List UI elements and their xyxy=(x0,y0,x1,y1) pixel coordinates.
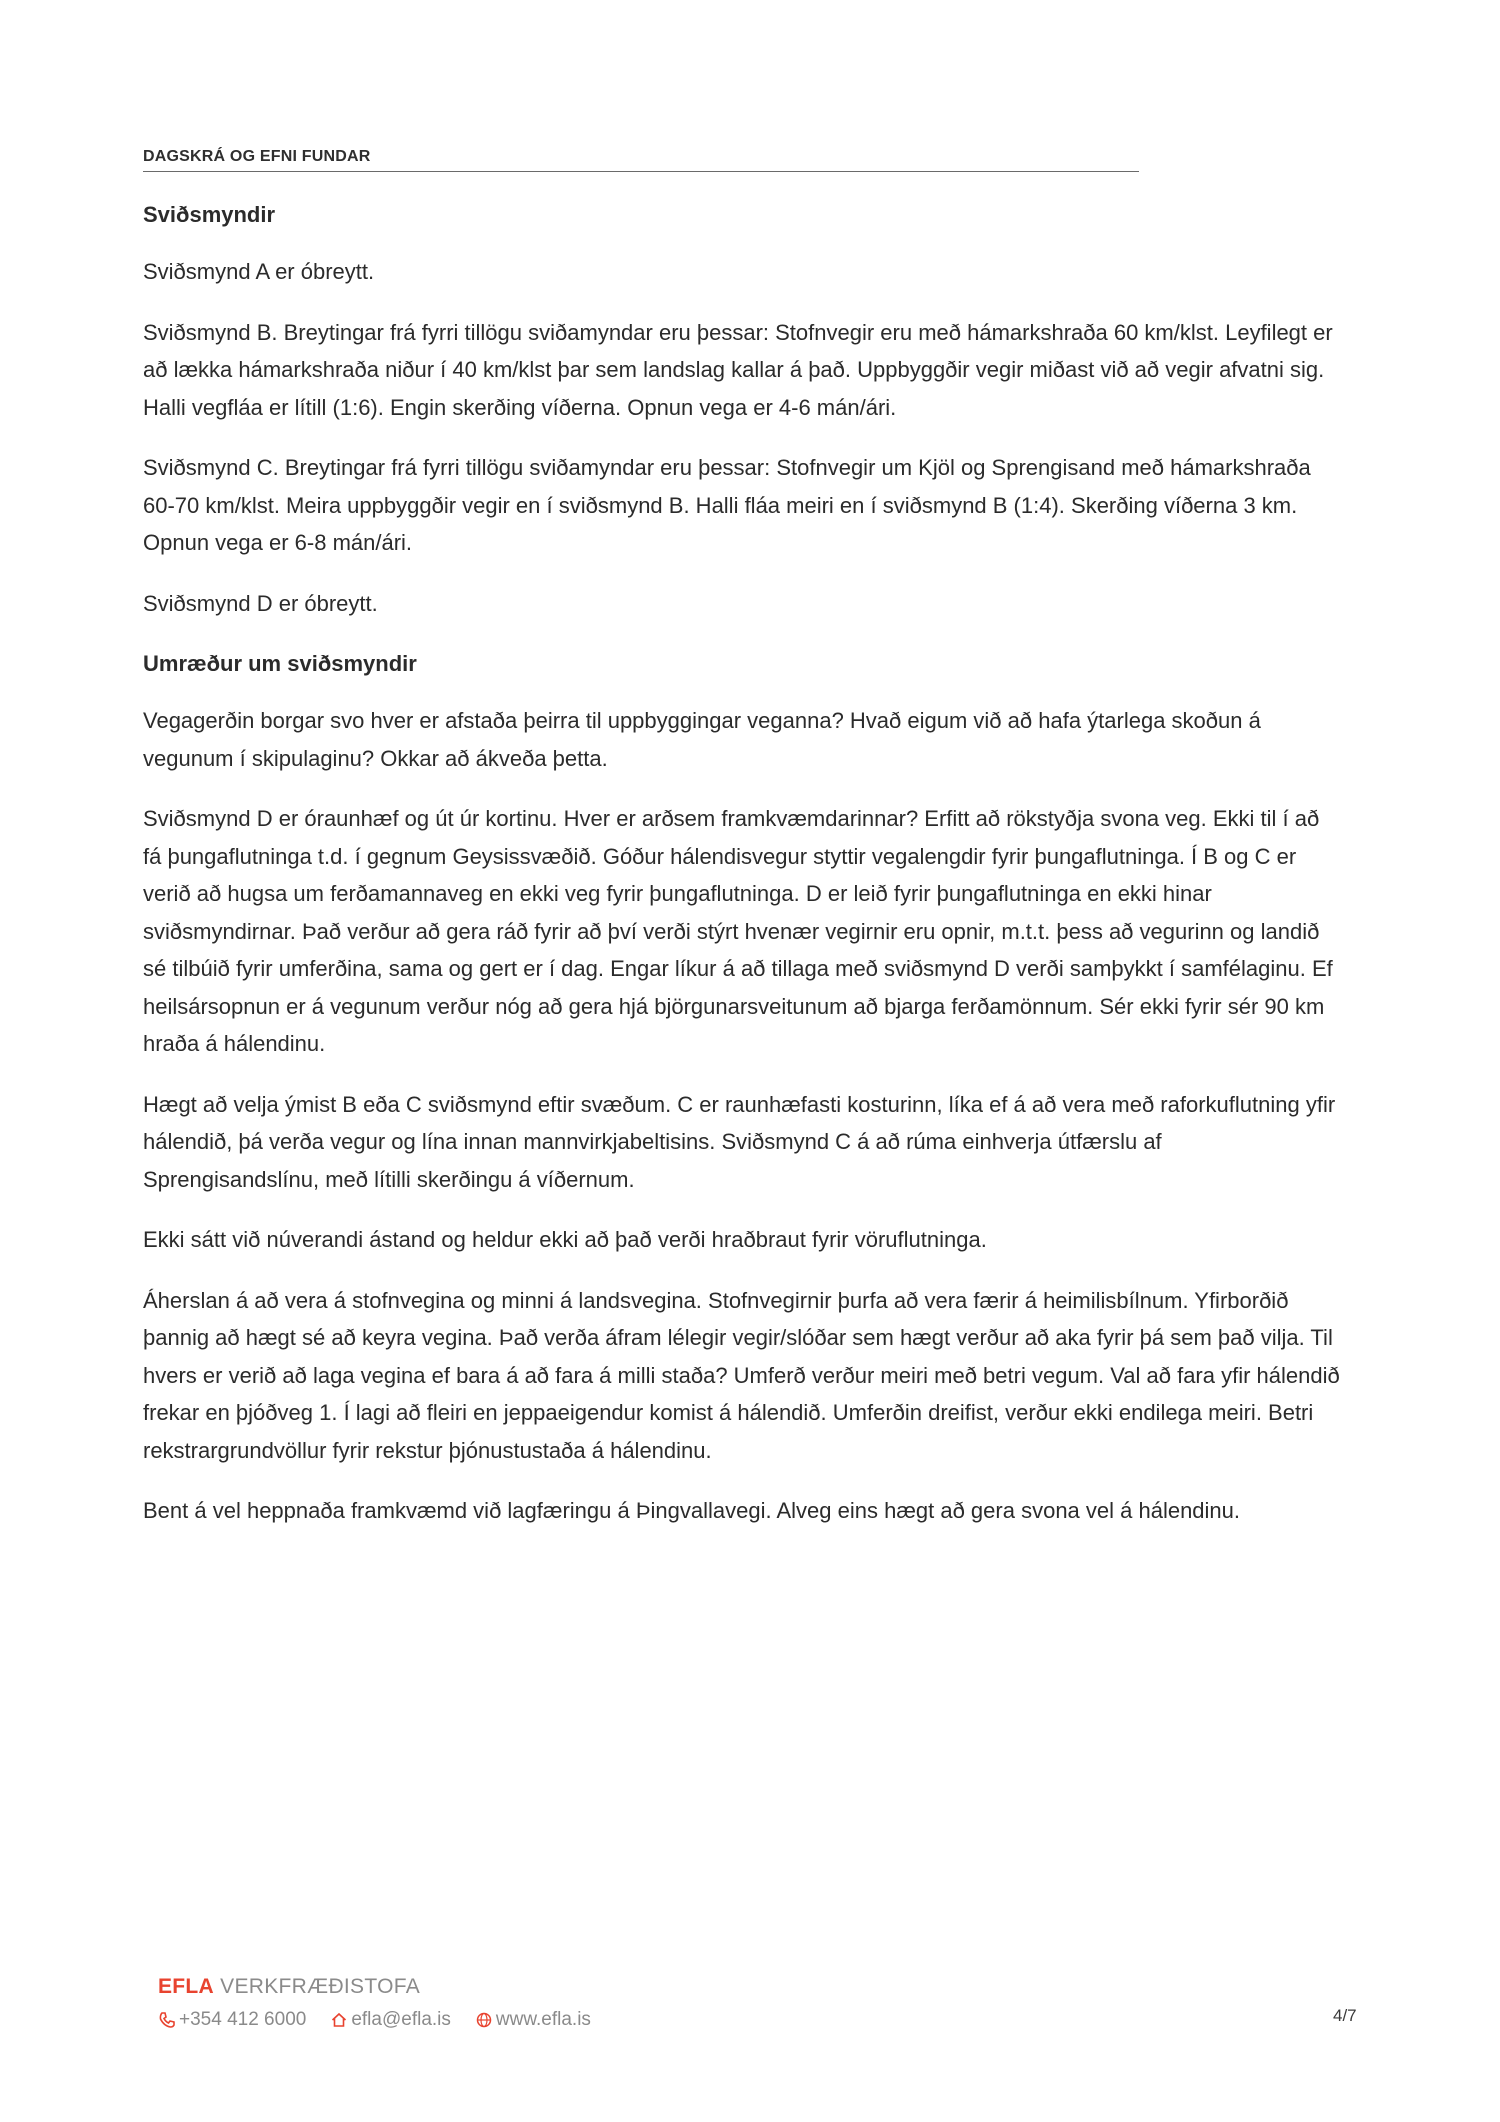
phone-icon xyxy=(158,2011,176,2029)
email-address: efla@efla.is xyxy=(351,2009,451,2030)
paragraph: Sviðsmynd D er óbreytt. xyxy=(143,590,378,616)
brand-subtitle: VERKFRÆÐISTOFA xyxy=(220,1975,421,1998)
document-header: DAGSKRÁ OG EFNI FUNDAR xyxy=(143,148,371,165)
footer-contacts xyxy=(158,2009,591,2031)
contact-email[interactable] xyxy=(330,2009,451,2031)
contact-phone[interactable] xyxy=(158,2009,306,2031)
phone-number: +354 412 6000 xyxy=(179,2009,307,2030)
paragraph: Sviðsmynd B. Breytingar frá fyrri tillögu sviðamyndar eru þessar: Stofnvegir eru með hámarkshraða 60 km/klst. Leyfilegt er að lækka hámarkshraða niður í 40 km/klst þar sem landslag kallar á það. Uppbyggðir vegir miðast við að vegir afvatni sig. Halli vegfláa er lítill (1:6). Engin skerðing víðerna. Opnun vega er 4-6 mán/ári. xyxy=(143,319,1333,420)
header-divider xyxy=(143,171,1139,172)
globe-icon xyxy=(475,2011,493,2029)
section-heading-discussion: Umræður um sviðsmyndir xyxy=(143,651,417,676)
paragraph: Sviðsmynd D er óraunhæf og út úr kortinu. Hver er arðsem framkvæmdarinnar? Erfitt að rökstyðja svona veg. Ekki til í að fá þungaflutninga t.d. í gegnum Geysissvæðið. Góður hálendisvegur styttir vegalengdir fyrir þungaflutninga. Í B og C er verið að hugsa um ferðamannaveg en ekki veg fyrir þungaflutninga. D er leið fyrir þungaflutninga en ekki hinar sviðsmyndirnar. Það verður að gera ráð fyrir að því verði stýrt hvenær vegirnir eru opnir, m.t.t. þess að vegurinn og landið sé tilbúið fyrir umferðina, sama og gert er í dag. Engar líkur á að tillaga með sviðsmynd D verði samþykkt í samfélaginu. Ef heilsársopnun er á vegunum verður nóg að gera hjá björgunarsveitunum að bjarga ferðamönnum. Sér ekki fyrir sér 90 km hraða á hálendinu. xyxy=(143,806,1333,1056)
section-heading-scenarios: Sviðsmyndir xyxy=(143,202,276,227)
home-icon xyxy=(330,2011,348,2029)
paragraph: Áherslan á að vera á stofnvegina og minni á landsvegina. Stofnvegirnir þurfa að vera færir á heimilisbílnum. Yfirborðið þannig að hægt sé að keyra vegina. Það verða áfram lélegir vegir/slóðar sem hægt verður að aka fyrir þá sem það vilja. Til hvers er verið að laga vegina ef bara á að fara á milli staða? Umferð verður meiri með betri vegum. Val að fara yfir hálendið frekar en þjóðveg 1. Í lagi að fleiri en jeppaeigendur komist á hálendið. Umferðin dreifist, verður ekki endilega meiri. Betri rekstrargrundvöllur fyrir rekstur þjónustustaða á hálendinu. xyxy=(143,1287,1340,1463)
page-number: 4/7 xyxy=(1333,2006,1357,2025)
contact-web[interactable] xyxy=(475,2009,591,2031)
paragraph: Vegagerðin borgar svo hver er afstaða þeirra til uppbyggingar veganna? Hvað eigum við að hafa ýtarlega skoðun á vegunum í skipulaginu? Okkar að ákveða þetta. xyxy=(143,708,1261,771)
paragraph: Sviðsmynd C. Breytingar frá fyrri tillögu sviðamyndar eru þessar: Stofnvegir um Kjöl og Sprengisand með hámarkshraða 60-70 km/klst. Meira uppbyggðir vegir en í sviðsmynd B. Halli fláa meiri en í sviðsmynd B (1:4). Skerðing víðerna 3 km. Opnun vega er 6-8 mán/ári. xyxy=(143,455,1311,555)
paragraph: Sviðsmynd A er óbreytt. xyxy=(143,259,375,284)
paragraph: Bent á vel heppnaða framkvæmd við lagfæringu á Þingvallavegi. Alveg eins hægt að gera svona vel á hálendinu. xyxy=(143,1498,1241,1523)
document-body xyxy=(143,196,1343,1553)
website-url: www.efla.is xyxy=(495,2009,591,2030)
paragraph: Ekki sátt við núverandi ástand og heldur ekki að það verði hraðbraut fyrir vöruflutninga. xyxy=(143,1227,987,1252)
paragraph: Hægt að velja ýmist B eða C sviðsmynd eftir svæðum. C er raunhæfasti kosturinn, líka ef á að vera með raforkuflutning yfir hálendið, þá verða vegur og lína innan mannvirkjabeltisins. Sviðsmynd C á að rúma einhverja útfærslu af Sprengisandslínu, með lítilli skerðingu á víðernum. xyxy=(143,1091,1336,1192)
company-logo xyxy=(158,1975,420,1999)
brand-name: EFLA xyxy=(158,1975,215,1998)
